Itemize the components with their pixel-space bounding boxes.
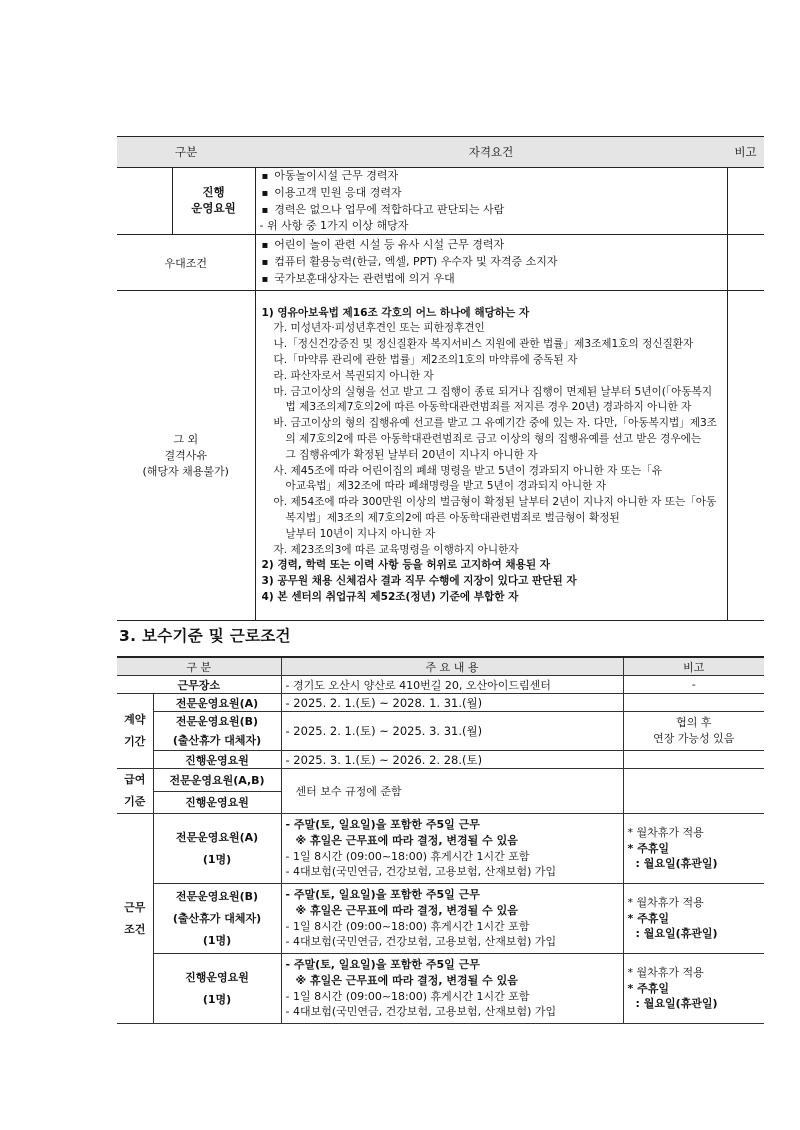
table-row	[117, 291, 764, 621]
list-item: ▪ 어린이 놀이 관련 시설 등 유사 시설 근무 경력자	[256, 237, 727, 254]
row-label: 진행 운영요원	[172, 168, 255, 235]
row-content: 센터 보수 규정에 준함	[281, 769, 623, 814]
header-remarks: 비고	[623, 657, 764, 676]
list-item: ▪ 컴퓨터 활용능력(한글, 엑셀, PPT) 우수자 및 자격증 소지자	[256, 254, 727, 271]
row-content: - 2025. 3. 1.(토) ~ 2026. 2. 28.(토)	[281, 751, 623, 769]
header-category: 구분	[117, 137, 255, 168]
row-label: 진행운영요원	[153, 791, 281, 814]
row-note: -	[623, 676, 764, 694]
row-content: - 주말(토, 일요일)을 포함한 주5일 근무 ※ 휴일은 근무표에 따라 결정, 변경될 수 있음 - 1일 8시간 (09:00~18:00) 휴게시간 1시간 포함 - 4대보험(국민연금, 건강보험, 고용보험, 산재보험) 가입	[281, 954, 623, 1024]
pay-conditions-table	[117, 656, 764, 1024]
row-content: - 주말(토, 일요일)을 포함한 주5일 근무 ※ 휴일은 근무표에 따라 결정, 변경될 수 있음 - 1일 8시간 (09:00~18:00) 휴게시간 1시간 포함 - 4대보험(국민연금, 건강보험, 고용보험, 산재보험) 가입	[281, 884, 623, 954]
header-remarks: 비고	[727, 137, 764, 168]
row-label: 근무장소	[117, 676, 281, 694]
table-header-row	[117, 137, 764, 168]
table-row	[117, 694, 764, 712]
row-label: 진행운영요원	[153, 751, 281, 769]
header-requirements: 자격요건	[255, 137, 727, 168]
row-content: - 2025. 2. 1.(토) ~ 2025. 3. 31.(월)	[281, 712, 623, 751]
row-label: 그 외 결격사유 (해당자 채용불가)	[117, 291, 255, 621]
row-label: 우대조건	[117, 235, 255, 291]
row-label: 전문운영요원(B) (출산휴가 대체자) (1명)	[153, 884, 281, 954]
row-content: - 경기도 오산시 양산로 410번길 20, 오산아이드림센터	[281, 676, 623, 694]
row-note: 협의 후 연장 가능성 있음	[623, 712, 764, 751]
row-label: 전문운영요원(B) (출산휴가 대체자)	[153, 712, 281, 751]
table-row	[117, 884, 764, 954]
list-item: ▪ 아동놀이시설 근무 경력자	[256, 168, 727, 185]
section-title: 3. 보수기준 및 근로조건	[119, 627, 291, 645]
row-group-label: 계약 기간	[117, 694, 153, 769]
qualification-table	[117, 136, 764, 621]
table-row	[117, 814, 764, 884]
table-row	[117, 676, 764, 694]
row-note: * 월차휴가 적용 * 주휴일 : 월요일(휴관일)	[623, 954, 764, 1024]
header-content: 주 요 내 용	[281, 657, 623, 676]
list-item: ▪ 이용고객 민원 응대 경력자	[256, 185, 727, 202]
table-row	[117, 769, 764, 792]
row-content	[255, 168, 727, 235]
row-content: 1) 영유아보육법 제16조 각호의 어느 하나에 해당하는 자 가. 미성년자·피성년후견인 또는 피한정후견인 나.「정신건강증진 및 정신질환자 복지서비스 지원에 관한 법률」제3조제1호의 정신질환자 다.「마약류 관리에 관한 법률」제2조의1호의 마약류에 중독된 자 라. 파산자로서 복권되지 아니한 자 마. 금고이상의 실형을 선고 받고 그 집행이 종료 되거나 집행이 면제된 날부터 5년이(「아동복지 법 제3조의제7호의2에 따른 아동학대관련범죄를 저지른 경우 20년) 경과하지 아니한 자 바. 금고이상의 형의 집행유예 선고를 받고 그 유예기간 중에 있는 자. 다만,「아동복지법」제3조 의 제7호의2에 따른 아동학대관련범죄로 금고 이상의 형의 집행유예를 선고 받은 경우에는 그 집행유예가 확정된 날부터 20년이 지나지 아니한 자 사. 제45조에 따라 어린이집의 폐쇄 명령을 받고 5년이 경과되지 아니한 자 또는「유 아교육법」제32조에 따라 폐쇄명령을 받고 5년이 경과되지 아니한 자 아. 제54조에 따라 300만원 이상의 벌금형이 확정된 날부터 2년이 지나지 아니한 자 또는「아동 복지법」제3조의 제7호의2에 따른 아동학대관련범죄로 벌금형이 확정된 날부터 10년이 지나지 아니한 자 자. 제23조의3에 따른 교육명령을 이행하지 아니한자 2) 경력, 학력 또는 이력 사항 등을 허위로 고지하여 채용된 자 3) 공무원 채용 신체검사 결과 직무 수행에 지장이 있다고 판단된 자 4) 본 센터의 취업규칙 제52조(정년) 기준에 부합한 자	[255, 291, 727, 621]
row-content	[255, 235, 727, 291]
list-note: - 위 사항 중 1가지 이상 해당자	[259, 219, 409, 233]
table-row	[117, 712, 764, 751]
row-label: 전문운영요원(A,B)	[153, 769, 281, 792]
table-row	[117, 235, 764, 291]
row-content: - 2025. 2. 1.(토) ~ 2028. 1. 31.(월)	[281, 694, 623, 712]
row-label: 전문운영요원(A)	[153, 694, 281, 712]
row-content: - 주말(토, 일요일)을 포함한 주5일 근무 ※ 휴일은 근무표에 따라 결정, 변경될 수 있음 - 1일 8시간 (09:00~18:00) 휴게시간 1시간 포함 - 4대보험(국민연금, 건강보험, 고용보험, 산재보험) 가입	[281, 814, 623, 884]
row-group-label: 근무 조건	[117, 814, 153, 1024]
row-note: * 월차휴가 적용 * 주휴일 : 월요일(휴관일)	[623, 884, 764, 954]
table-row	[117, 751, 764, 769]
row-note: * 월차휴가 적용 * 주휴일 : 월요일(휴관일)	[623, 814, 764, 884]
list-item: ▪ 국가보훈대상자는 관련법에 의거 우대	[256, 271, 727, 288]
table-header-row	[117, 657, 764, 676]
row-label: 진행운영요원 (1명)	[153, 954, 281, 1024]
list-item: ▪ 경력은 없으나 업무에 적합하다고 판단되는 사람	[256, 202, 727, 219]
row-group-label: 급여 기준	[117, 769, 153, 814]
row-label: 전문운영요원(A) (1명)	[153, 814, 281, 884]
table-row	[117, 954, 764, 1024]
table-row	[117, 168, 764, 235]
header-category: 구 분	[117, 657, 281, 676]
